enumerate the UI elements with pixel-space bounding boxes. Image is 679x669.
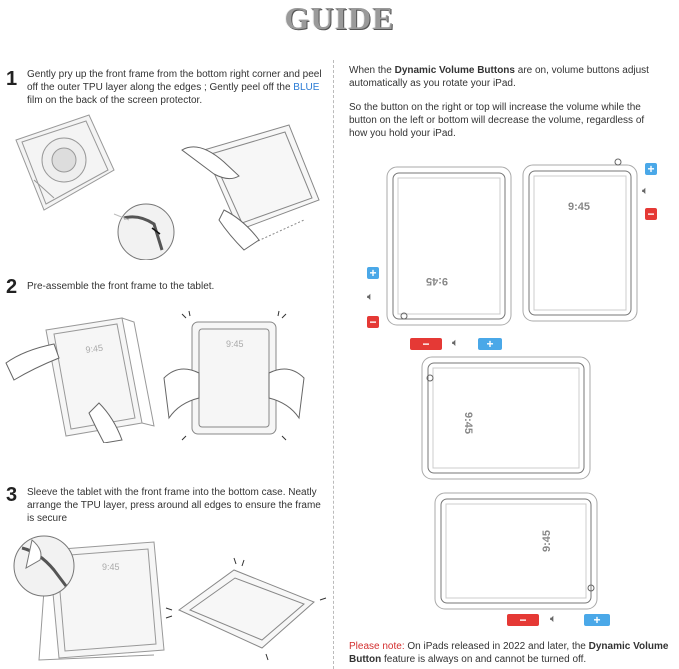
step-2-illustration bbox=[4, 308, 329, 443]
volume-down-badge-b: − bbox=[645, 208, 657, 220]
volume-down-badge-c: − bbox=[410, 338, 442, 350]
zoom-press-detail bbox=[14, 536, 74, 596]
ipad-portrait-flipped bbox=[386, 166, 512, 326]
volume-up-badge-b: + bbox=[645, 163, 657, 175]
volume-up-badge-a: + bbox=[367, 267, 379, 279]
case-flat-drawing bbox=[179, 570, 314, 648]
tablet-time-3: 9:45 bbox=[102, 562, 120, 572]
step-1-highlight: BLUE bbox=[293, 82, 320, 93]
ipad-time-a: 9:45 bbox=[425, 275, 448, 287]
note-label: Please note: bbox=[349, 641, 405, 652]
speaker-icon: 🔈︎ bbox=[367, 291, 374, 303]
step-3-text: Sleeve the tablet with the front frame into the bottom case. Neatly arrange the TPU layer, press around all edges to ensure the frame is secure bbox=[27, 487, 321, 524]
zoom-corner-detail bbox=[118, 204, 174, 260]
note-text-a: On iPads released in 2022 and later, the bbox=[404, 641, 589, 652]
ipad-time-b: 9:45 bbox=[568, 201, 591, 213]
column-divider bbox=[333, 60, 334, 669]
note-bold: Dynamic Volume Button bbox=[349, 641, 669, 665]
step-1-illustration bbox=[4, 110, 329, 260]
step-3-illustration bbox=[4, 530, 329, 666]
volume-down-badge-a: − bbox=[367, 316, 379, 328]
tablet-time-2: 9:45 bbox=[226, 339, 244, 349]
volume-explanation: So the button on the right or top will increase the volume while the button on the left or bottom will decrease the volume, regardless of how you hold your iPad. bbox=[349, 102, 645, 139]
step-1-text-b: film on the back of the screen protector. bbox=[27, 95, 203, 106]
ipad-landscape-bottom bbox=[434, 492, 598, 610]
page-title: GUIDE bbox=[284, 0, 395, 36]
intro-text-b: are on, volume buttons adjust automatically as you rotate your iPad. bbox=[349, 65, 649, 89]
volume-up-badge-d: + bbox=[584, 614, 610, 626]
tablet-time-1: 9:45 bbox=[84, 342, 104, 355]
step-1-number: 1 bbox=[6, 68, 18, 90]
intro-bold: Dynamic Volume Buttons bbox=[394, 65, 515, 76]
volume-up-badge-c: + bbox=[478, 338, 502, 350]
case-back-drawing bbox=[16, 115, 114, 210]
step-1-text-a: Gently pry up the front frame from the bottom right corner and peel off the outer TPU layer along the edges ; Gently peel off the bbox=[27, 69, 322, 93]
step-3-number: 3 bbox=[6, 484, 18, 506]
ipad-landscape-top bbox=[421, 356, 591, 480]
volume-down-badge-d: − bbox=[507, 614, 539, 626]
step-2-number: 2 bbox=[6, 276, 18, 298]
step-2-text: Pre-assemble the front frame to the tablet. bbox=[27, 281, 215, 292]
ipad-time-d: 9:45 bbox=[541, 529, 553, 552]
intro-text-a: When the bbox=[349, 65, 395, 76]
step-1-text bbox=[27, 68, 325, 107]
ipad-portrait bbox=[522, 164, 638, 322]
speaker-icon: 🔈︎ bbox=[452, 337, 459, 349]
peel-frame-drawing bbox=[204, 125, 319, 245]
camera-icon bbox=[614, 158, 622, 166]
dynamic-volume-intro bbox=[349, 64, 664, 90]
note-text-b: feature is always on and cannot be turned off. bbox=[381, 654, 587, 665]
ipad-time-c: 9:45 bbox=[462, 412, 474, 435]
release-note bbox=[349, 640, 669, 666]
speaker-icon: 🔈︎ bbox=[642, 185, 649, 197]
speaker-icon: 🔈︎ bbox=[550, 613, 557, 625]
